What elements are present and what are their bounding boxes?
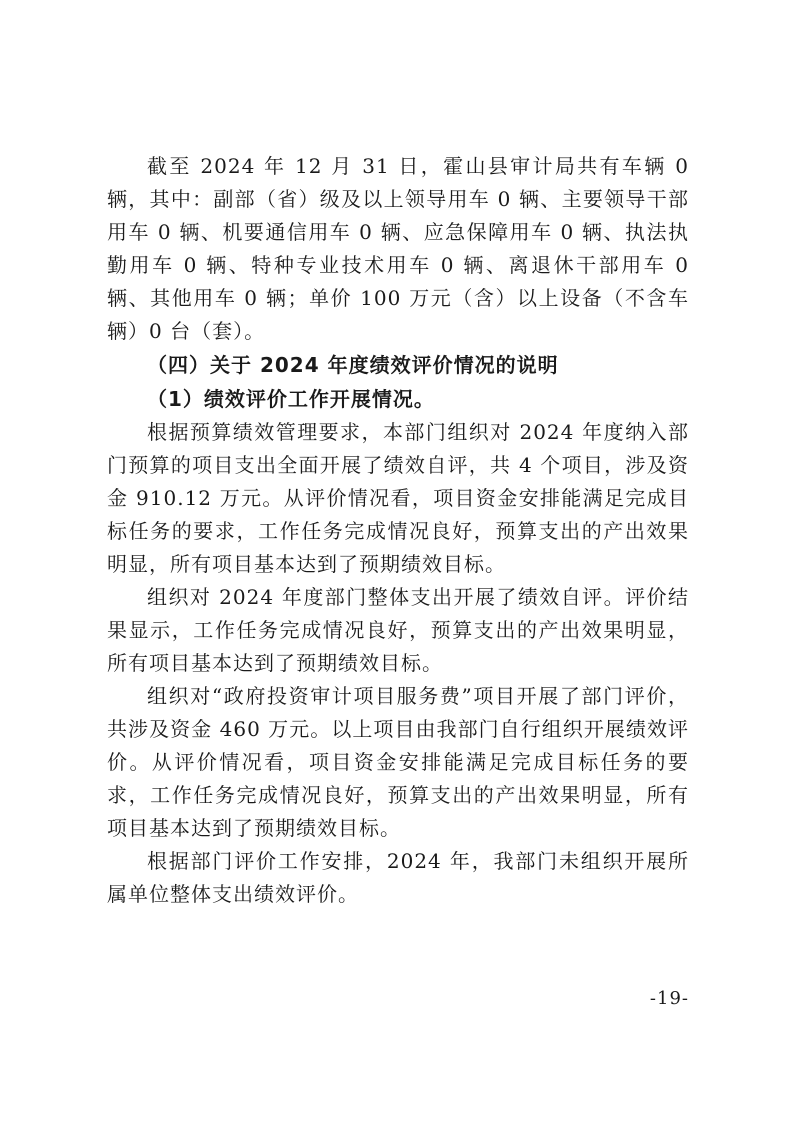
department-evaluation-paragraph: 组织对“政府投资审计项目服务费”项目开展了部门评价，共涉及资金 460 万元。以上项目由我部门自行组织开展绩效评价。从评价情况看，项目资金安排能满足完成目标任务的要求，工作任务完成情况良好，预算支出的产出效果明显，所有项目基本达到了预期绩效目标。 [107, 684, 689, 840]
self-evaluation-paragraph: 根据预算绩效管理要求，本部门组织对 2024 年度纳入部门预算的项目支出全面开展了绩效自评，共 4 个项目，涉及资金 910.12 万元。从评价情况看，项目资金安排能满足完成目标任务的要求，工作任务完成情况良好，预算支出的产出效果明显，所有项目基本达到了预期绩效目标。 [107, 420, 689, 576]
overall-expenditure-paragraph: 组织对 2024 年度部门整体支出开展了绩效自评。评价结果显示，工作任务完成情况良好，预算支出的产出效果明显，所有项目基本达到了预期绩效目标。 [107, 585, 689, 675]
vehicle-paragraph: 截至 2024 年 12 月 31 日，霍山县审计局共有车辆 0 辆，其中：副部（省）级及以上领导用车 0 辆、主要领导干部用车 0 辆、机要通信用车 0 辆、应急保障用车 0 辆、执法执勤用车 0 辆、特种专业技术用车 0 辆、离退休干部用车 0 辆、其他用车 0 辆；单价 100 万元（含）以上设备（不含车辆）0 台（套）。 [107, 154, 689, 343]
document-page [107, 150, 689, 911]
section-heading: （四）关于 2024 年度绩效评价情况的说明 [147, 353, 559, 377]
unit-evaluation-paragraph: 根据部门评价工作安排，2024 年，我部门未组织开展所属单位整体支出绩效评价。 [107, 849, 689, 906]
subsection-heading: （1）绩效评价工作开展情况。 [147, 387, 435, 411]
page-number: -19- [649, 988, 689, 1009]
